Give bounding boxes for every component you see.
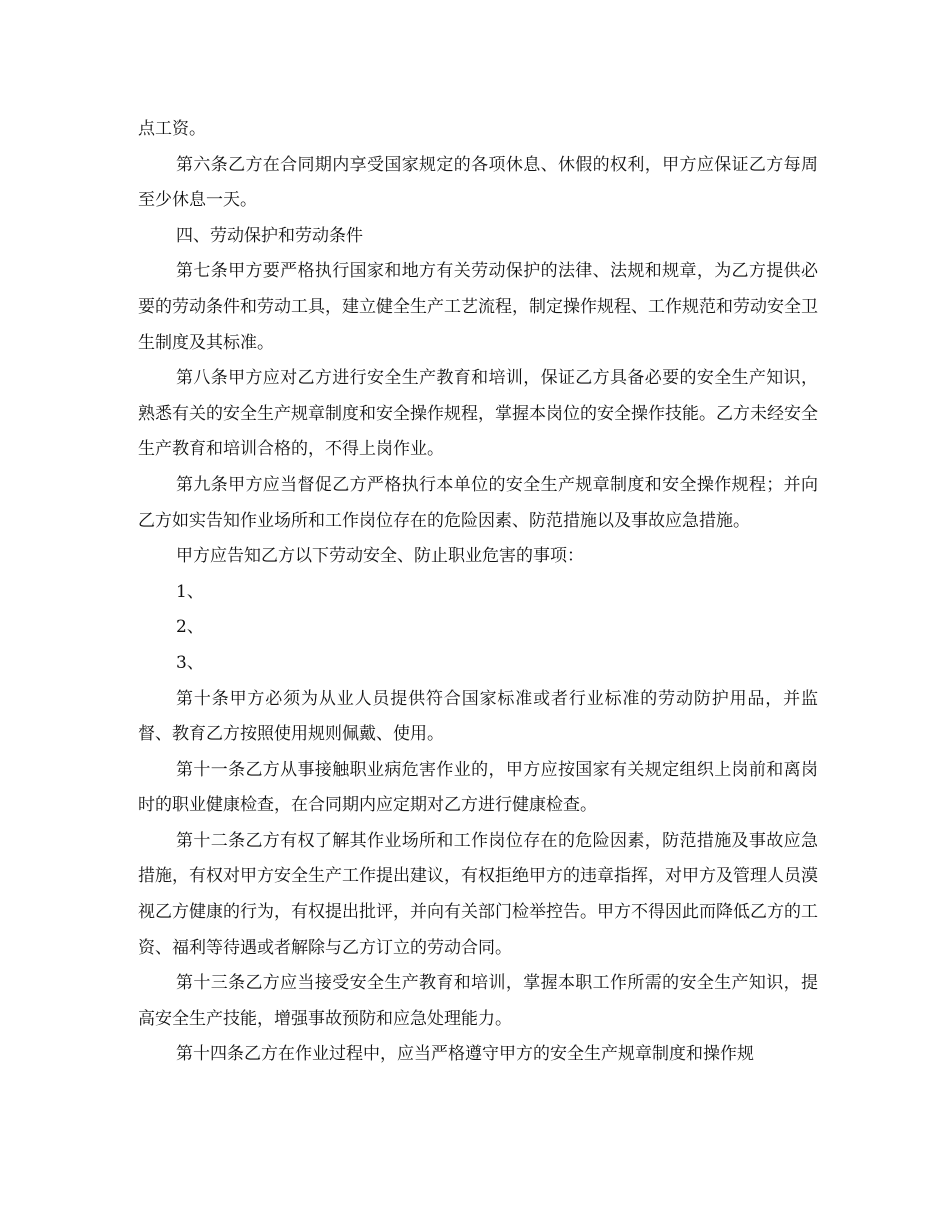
paragraph-wage-end: 点工资。: [138, 119, 206, 139]
paragraph-article-14: 第十四条乙方在作业过程中，应当严格遵守甲方的安全生产规章制度和操作规: [176, 1044, 754, 1065]
paragraph-article-8: 第八条甲方应对乙方进行安全生产教育和培训，保证乙方具备必要的安全生产知识，熟悉有关的安全生产规章制度和安全操作规程，掌握本岗位的安全操作技能。乙方未经安全生产教育和培训合格的，不得上岗作业。: [138, 368, 818, 460]
section-heading-labor-protection: 四、劳动保护和劳动条件: [176, 225, 363, 246]
paragraph-notice-items-intro: 甲方应告知乙方以下劳动安全、防止职业危害的事项：: [176, 546, 584, 567]
paragraph-article-12: 第十二条乙方有权了解其作业场所和工作岗位存在的危险因素，防范措施及事故应急措施，有权对甲方安全生产工作提出建议，有权拒绝甲方的违章指挥，对甲方及管理人员漠视乙方健康的行为，有权提出批评，并向有关部门检举控告。甲方不得因此而降低乙方的工资、福利等待遇或者解除与乙方订立的劳动合同。: [138, 830, 818, 958]
paragraph-article-13: 第十三条乙方应当接受安全生产教育和培训，掌握本职工作所需的安全生产知识，提高安全生产技能，增强事故预防和应急处理能力。: [138, 973, 818, 1029]
paragraph-article-11: 第十一条乙方从事接触职业病危害作业的，甲方应按国家有关规定组织上岗前和离岗时的职业健康检查，在合同期内应定期对乙方进行健康检查。: [138, 759, 818, 816]
paragraph-article-6: 第六条乙方在合同期内享受国家规定的各项休息、休假的权利，甲方应保证乙方每周至少休息一天。: [138, 154, 818, 211]
document-body: [138, 112, 818, 1073]
list-item-3: 3、: [176, 652, 204, 673]
paragraph-article-9: 第九条甲方应当督促乙方严格执行本单位的安全生产规章制度和安全操作规程；并向乙方如实告知作业场所和工作岗位存在的危险因素、防范措施以及事故应急措施。: [138, 474, 818, 531]
paragraph-article-7: 第七条甲方要严格执行国家和地方有关劳动保护的法律、法规和规章，为乙方提供必要的劳动条件和劳动工具，建立健全生产工艺流程，制定操作规程、工作规范和劳动安全卫生制度及其标准。: [138, 261, 818, 353]
list-item-1: 1、: [176, 581, 204, 602]
list-item-2: 2、: [176, 617, 204, 638]
paragraph-article-10: 第十条甲方必须为从业人员提供符合国家标准或者行业标准的劳动防护用品，并监督、教育乙方按照使用规则佩戴、使用。: [138, 688, 818, 745]
